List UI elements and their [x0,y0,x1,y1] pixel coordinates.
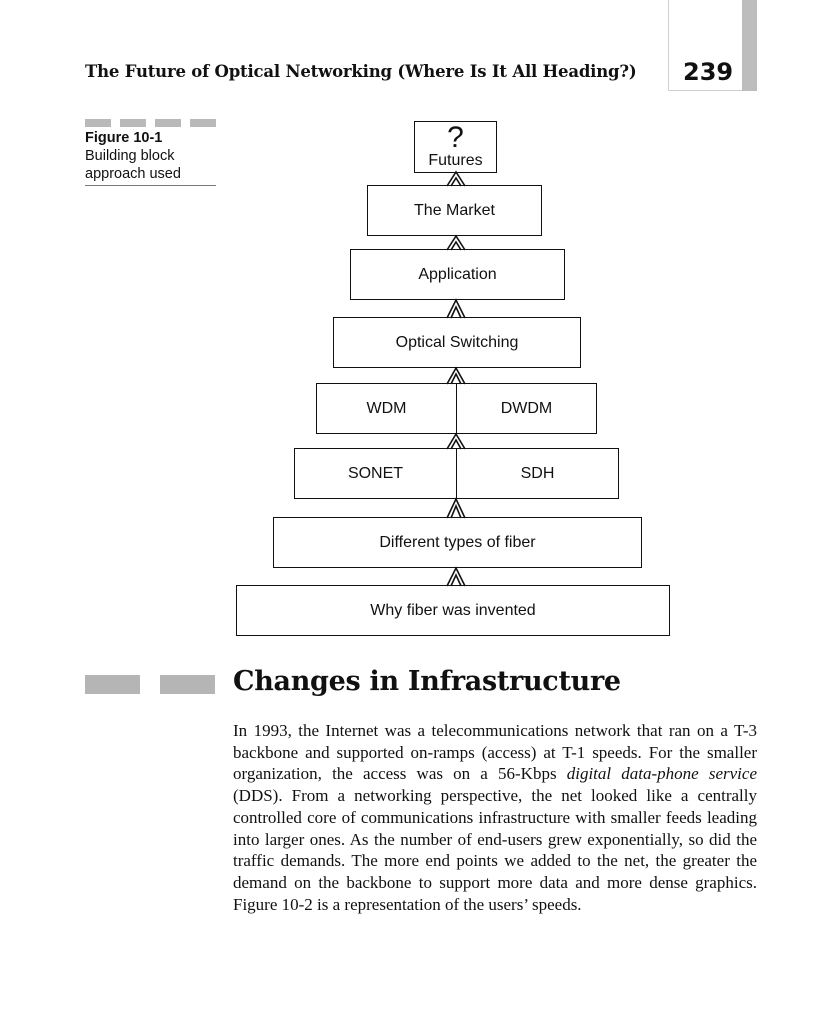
page-edge-bar [742,0,757,91]
application-box: Application [350,249,565,300]
arrow-up-icon [447,236,465,250]
figure-marker [85,119,216,127]
dwdm-cell: DWDM [456,384,596,433]
arrow-up-icon [447,568,465,586]
why-fiber-box: Why fiber was invented [236,585,670,636]
arrow-up-icon [447,368,465,384]
running-header: The Future of Optical Networking (Where Is It All Heading?) [85,62,637,81]
figure-number: Figure 10-1 [85,130,163,146]
arrow-up-icon [447,300,465,318]
optical-switching-box: Optical Switching [333,317,581,368]
futures-box [414,121,497,173]
arrow-up-icon [447,434,465,449]
arrow-up-icon [447,499,465,518]
fiber-types-box: Different types of fiber [273,517,642,568]
section-marker [85,675,215,694]
body-paragraph [233,720,757,915]
body-text-part1: In 1993, the Internet was a telecommunications network that ran on a T-3 backbone and supported on-ramps (access) at T-1 speeds. For the smaller organization, the access was on a 56-Kbps [233,721,757,784]
market-box: The Market [367,185,542,236]
page-number: 239 [683,58,734,86]
question-mark: ? [447,121,464,154]
sonet-sdh-box [294,448,619,499]
sdh-cell: SDH [456,449,618,498]
figure-caption-text: Building block approach used [85,148,181,182]
section-heading: Changes in Infrastructure [233,666,621,697]
futures-label: Futures [428,152,483,169]
body-text-italic: digital data-phone service [566,764,757,784]
sonet-cell: SONET [347,464,404,482]
body-text-part2: (DDS). From a networking perspective, the net looked like a centrally controlled core of communications infrastructure with smaller feeds leading into larger ones. As the number of end-users grew exponentially, so did the traffic demands. The more end points we added to the net, the greater the demand on the backbone to support more data and more dense graphics. Figure 10-2 is a representation of the users’ speeds. [233,786,757,914]
figure-caption [85,129,216,186]
wdm-dwdm-box [316,383,597,434]
arrow-up-icon [447,172,465,186]
wdm-cell: WDM [366,399,407,417]
